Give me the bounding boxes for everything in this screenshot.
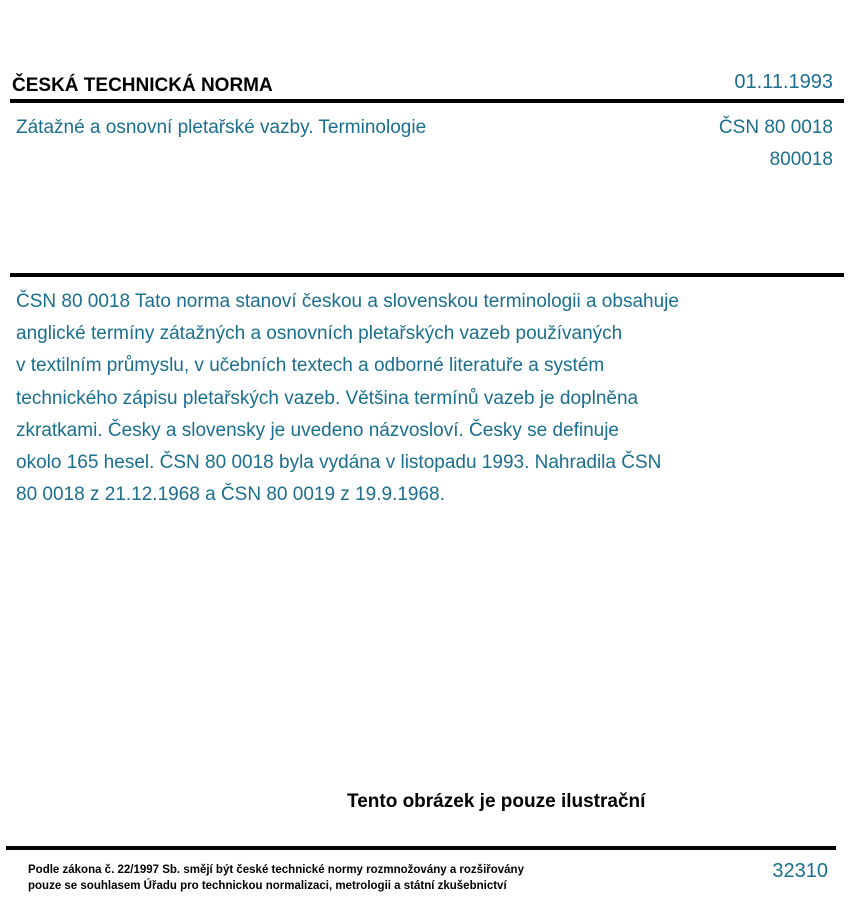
classification-code: 800018 bbox=[769, 149, 833, 170]
abstract-line: v textilním průmyslu, v učebních textech a odborné literatuře a systém bbox=[16, 355, 605, 377]
standard-header-title: ČESKÁ TECHNICKÁ NORMA bbox=[12, 75, 273, 96]
catalog-number: 32310 bbox=[772, 860, 828, 882]
document-title: Zátažné a osnovní pletařské vazby. Terminologie bbox=[16, 117, 427, 138]
abstract-line: 80 0018 z 21.12.1968 a ČSN 80 0019 z 19.9.1968. bbox=[16, 484, 445, 506]
footer-divider bbox=[6, 846, 836, 850]
standard-number: ČSN 80 0018 bbox=[718, 117, 833, 138]
abstract-line: technického zápisu pletařských vazeb. Většina termínů vazeb je doplněna bbox=[16, 387, 639, 409]
abstract-line: okolo 165 hesel. ČSN 80 0018 byla vydána v listopadu 1993. Nahradila ČSN bbox=[16, 452, 662, 474]
legal-notice-line: Podle zákona č. 22/1997 Sb. smějí být české technické normy rozmnožovány a rozšiřovány bbox=[28, 864, 524, 876]
illustration-notice: Tento obrázek je pouze ilustrační bbox=[347, 791, 646, 812]
section-divider bbox=[10, 273, 844, 277]
abstract-text bbox=[16, 286, 776, 511]
legal-notice bbox=[28, 862, 524, 894]
header-divider bbox=[10, 99, 844, 103]
abstract-line: ČSN 80 0018 Tato norma stanoví českou a slovenskou terminologii a obsahuje bbox=[16, 291, 679, 312]
abstract-line: anglické termíny zátažných a osnovních pletařských vazeb používaných bbox=[16, 323, 623, 345]
legal-notice-line: pouze se souhlasem Úřadu pro technickou normalizaci, metrologii a státní zkušebnictví bbox=[28, 880, 507, 892]
abstract-line: zkratkami. Česky a slovensky je uvedeno názvosloví. Česky se definuje bbox=[16, 419, 619, 441]
publication-date: 01.11.1993 bbox=[734, 71, 833, 93]
